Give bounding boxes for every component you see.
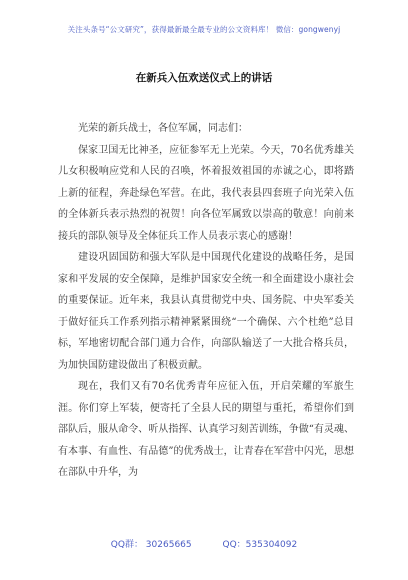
- salutation: 光荣的新兵战士，各位军属，同志们：: [78, 123, 248, 134]
- paragraph-3: 现在，我们又有70名优秀青年应征入伍，开启荣耀的军旅生涯。你们穿上军装，便寄托了全县人民的期望与重托，希望你们到部队后，服从命令、听从指挥、认真学习刻苦训练，争做“有灵魂、有本事、有血性、有品德”的优秀战士，让青春在军营中闪光，思想在部队中升华，为: [58, 381, 354, 478]
- paragraph-2: 建设巩固国防和强大军队是中国现代化建设的战略任务，是国家和平发展的安全保障，是维护国家安全统一和全面建设小康社会的重要保证。近年来，我县认真贯彻党中央、国务院、中央军委关于做好征兵工作系列指示精神紧紧围绕“一个确保、六个杜绝”总目标，军地密切配合部门通力合作，向部队输送了一大批合格兵员，为加快国防建设做出了积极贡献。: [58, 252, 354, 371]
- qq-number: QQ：535304092: [222, 540, 298, 550]
- document-body: [58, 118, 354, 484]
- document-title: 在新兵入伍欢送仪式上的讲话: [135, 72, 273, 84]
- qq-group-number: QQ群： 30265665: [110, 540, 192, 550]
- header-banner: 关注头条号“公文研究”，获得最新最全最专业的公文资料库！ 微信：gongwenyj: [67, 25, 341, 34]
- footer-contact: [0, 537, 408, 550]
- paragraph-1: 保家卫国无比神圣，应征参军无上光荣。今天，70名优秀雄关儿女积极响应党和人民的召唤，怀着报效祖国的赤诚之心，即将踏上新的征程，奔赴绿色军营。在此，我代表县四套班子向光荣入伍的全体新兵表示热烈的祝贺！向各位军属致以崇高的敬意！向前来接兵的部队领导及全体征兵工作人员表示衷心的感谢！: [58, 144, 354, 242]
